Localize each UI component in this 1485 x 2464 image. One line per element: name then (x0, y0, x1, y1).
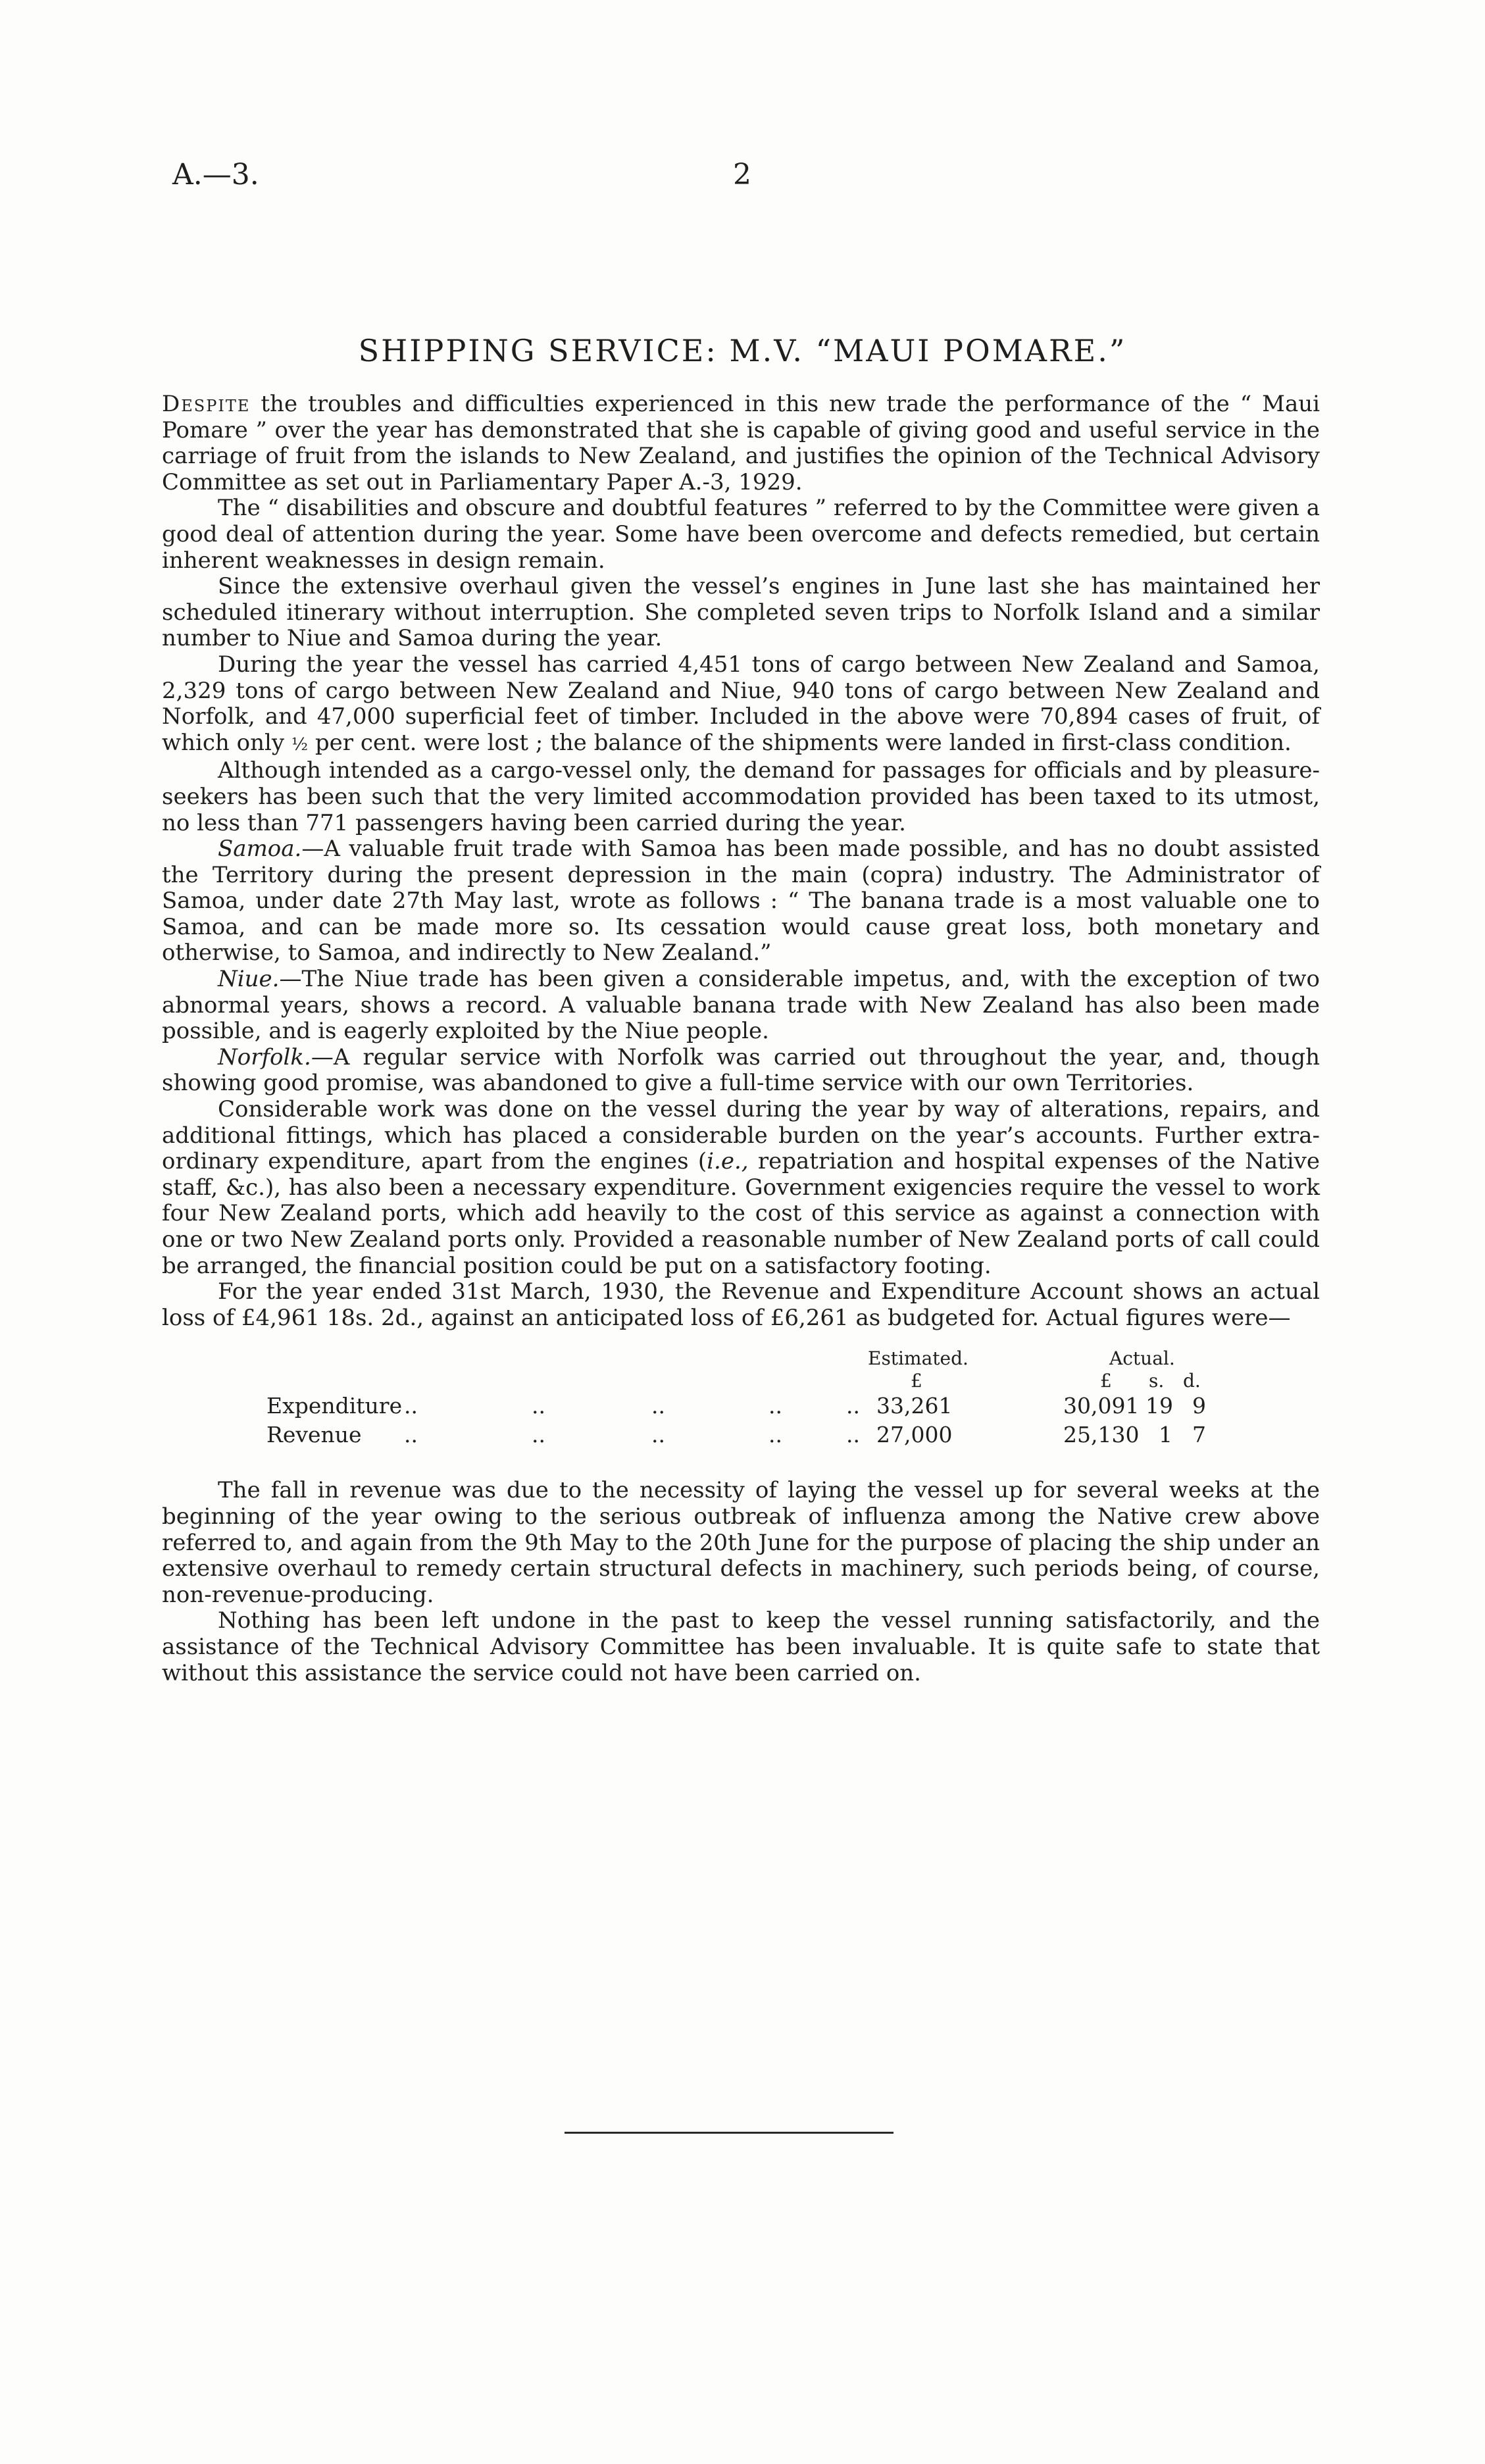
fraction: ½ (291, 734, 309, 755)
actual-pence: 7 (1192, 1422, 1206, 1448)
actual-pounds: 30,091 (1063, 1393, 1140, 1419)
actual-pounds: 25,130 (1063, 1422, 1140, 1448)
estimated-value: 27,000 (876, 1422, 953, 1448)
page-number: 2 (733, 158, 751, 191)
article-body (162, 391, 1320, 1686)
closing-rule (565, 2132, 894, 2134)
paragraph-conclusion: Nothing has been left undone in the past to keep the vessel running satisfactorily, and the assistance of the Technical Advisory Committee has been invaluable. It is quite safe to state that without this assistance the service could not have been carried on. (162, 1607, 1320, 1686)
estimated-value: 33,261 (876, 1393, 953, 1419)
paragraph-disabilities: The “ disabilities and obscure and doubtful features ” referred to by the Committee were given a good deal of attention during the year. Some have been overcome and defects remedied, but certain inherent weaknesses in design remain. (162, 495, 1320, 574)
col-header-estimated: Estimated. (868, 1347, 969, 1370)
page-reference: A.—3. (172, 158, 259, 191)
paragraph-itinerary: Since the extensive overhaul given the vessel’s engines in June last she has maintained her scheduled itinerary without interruption. She completed seven trips to Norfolk Island and a similar number to Niue and Samoa during the year. (162, 573, 1320, 652)
row-label: Expenditure (266, 1393, 403, 1419)
paragraph-norfolk: Norfolk.—A regular service with Norfolk was carried out throughout the year, and, though showing good promise, was abandoned to give a full-time service with our own Territories. (162, 1043, 1320, 1097)
unit-pounds: £ (1100, 1370, 1112, 1392)
section-title: SHIPPING SERVICE: M.V. “MAUI POMARE.” (358, 333, 1127, 368)
subhead-samoa: Samoa. (218, 836, 302, 863)
col-header-actual: Actual. (1109, 1347, 1175, 1370)
paragraph-expenditure: Considerable work was done on the vessel during the year by way of alterations, repairs, and additional fittings, which has placed a considerable burden on the year’s accounts. Further extra-ordinary expenditure, apart from the engines (i.e., repatriation and hospital expenses of the Native staff, &c.), has also been a necessary expenditure. Government exigencies require the vessel to work four New Zealand ports, which add heavily to the cost of this service as against a connection with one or two New Zealand ports only. Provided a reasonable number of New Zealand ports of call could be arranged, the financial position could be put on a satisfactory footing. (162, 1096, 1320, 1279)
subhead-niue: Niue. (218, 966, 280, 993)
actual-shillings: 1 (1159, 1422, 1172, 1448)
row-label: Revenue (266, 1422, 362, 1448)
actual-shillings: 19 (1145, 1393, 1173, 1419)
paragraph-cargo: During the year the vessel has carried 4,451 tons of cargo between New Zealand and Samoa, 2,329 tons of cargo between New Zealand and Niue, 940 tons of cargo between New Zealand and Norfolk, and 47,000 superficial feet of timber. Included in the above were 70,894 cases of fruit, of which only ½ per cent. were lost ; the balance of the shipments were landed in first-class condition. (162, 651, 1320, 756)
subhead-norfolk: Norfolk. (218, 1043, 311, 1070)
unit-pence: d. (1183, 1370, 1201, 1392)
paragraph-niue: Niue.—The Niue trade has been given a considerable impetus, and, with the exception of two abnormal years, shows a record. A valuable banana trade with New Zealand has also been made possible, and is eagerly exploited by the Niue people. (162, 966, 1320, 1045)
paragraph-samoa: Samoa.—A valuable fruit trade with Samoa has been made possible, and has no doubt assisted the Territory during the present depression in the main (copra) industry. The Administrator of Samoa, under date 27th May last, wrote as follows : “ The banana trade is a most valuable one to Samoa, and can be made more so. Its cessation would cause great loss, both monetary and otherwise, to Samoa, and indirectly to New Zealand.” (162, 836, 1320, 967)
paragraph-account: For the year ended 31st March, 1930, the Revenue and Expenditure Account shows an actual loss of £4,961 18s. 2d., against an anticipated loss of £6,261 as budgeted for. Actual figures were— (162, 1278, 1320, 1331)
paragraph-revenue-fall: The fall in revenue was due to the necessity of laying the vessel up for several weeks at the beginning of the year owing to the serious outbreak of influenza among the Native crew above referred to, and again from the 9th May to the 20th June for the purpose of placing the ship under an extensive overhaul to remedy certain structural defects in machinery, such periods being, of course, non-revenue-producing. (162, 1477, 1320, 1608)
figures-table: Estimated. Actual. £ £ s. d. Expenditure .. .. .. .. .. 33,261 30,091 19 9 Revenue .. .. .. .. .. 27,000 25,130 1 7 (162, 1345, 1320, 1461)
paragraph-passengers: Although intended as a cargo-vessel only, the demand for passages for officials and by pleasure-seekers has been such that the very limited accommodation provided has been taxed to its utmost, no less than 771 passengers having been carried during the year. (162, 757, 1320, 836)
actual-pence: 9 (1192, 1393, 1206, 1419)
unit-shillings: s. (1149, 1370, 1165, 1392)
lead-word: Despite (162, 391, 251, 417)
paragraph-intro: Despite the troubles and difficulties experienced in this new trade the performance of the “ Maui Pomare ” over the year has demonstrated that she is capable of giving good and useful service in the carriage of fruit from the islands to New Zealand, and justifies the opinion of the Technical Advisory Committee as set out in Parliamentary Paper A.-3, 1929. (162, 391, 1320, 495)
unit-estimated: £ (911, 1370, 922, 1392)
